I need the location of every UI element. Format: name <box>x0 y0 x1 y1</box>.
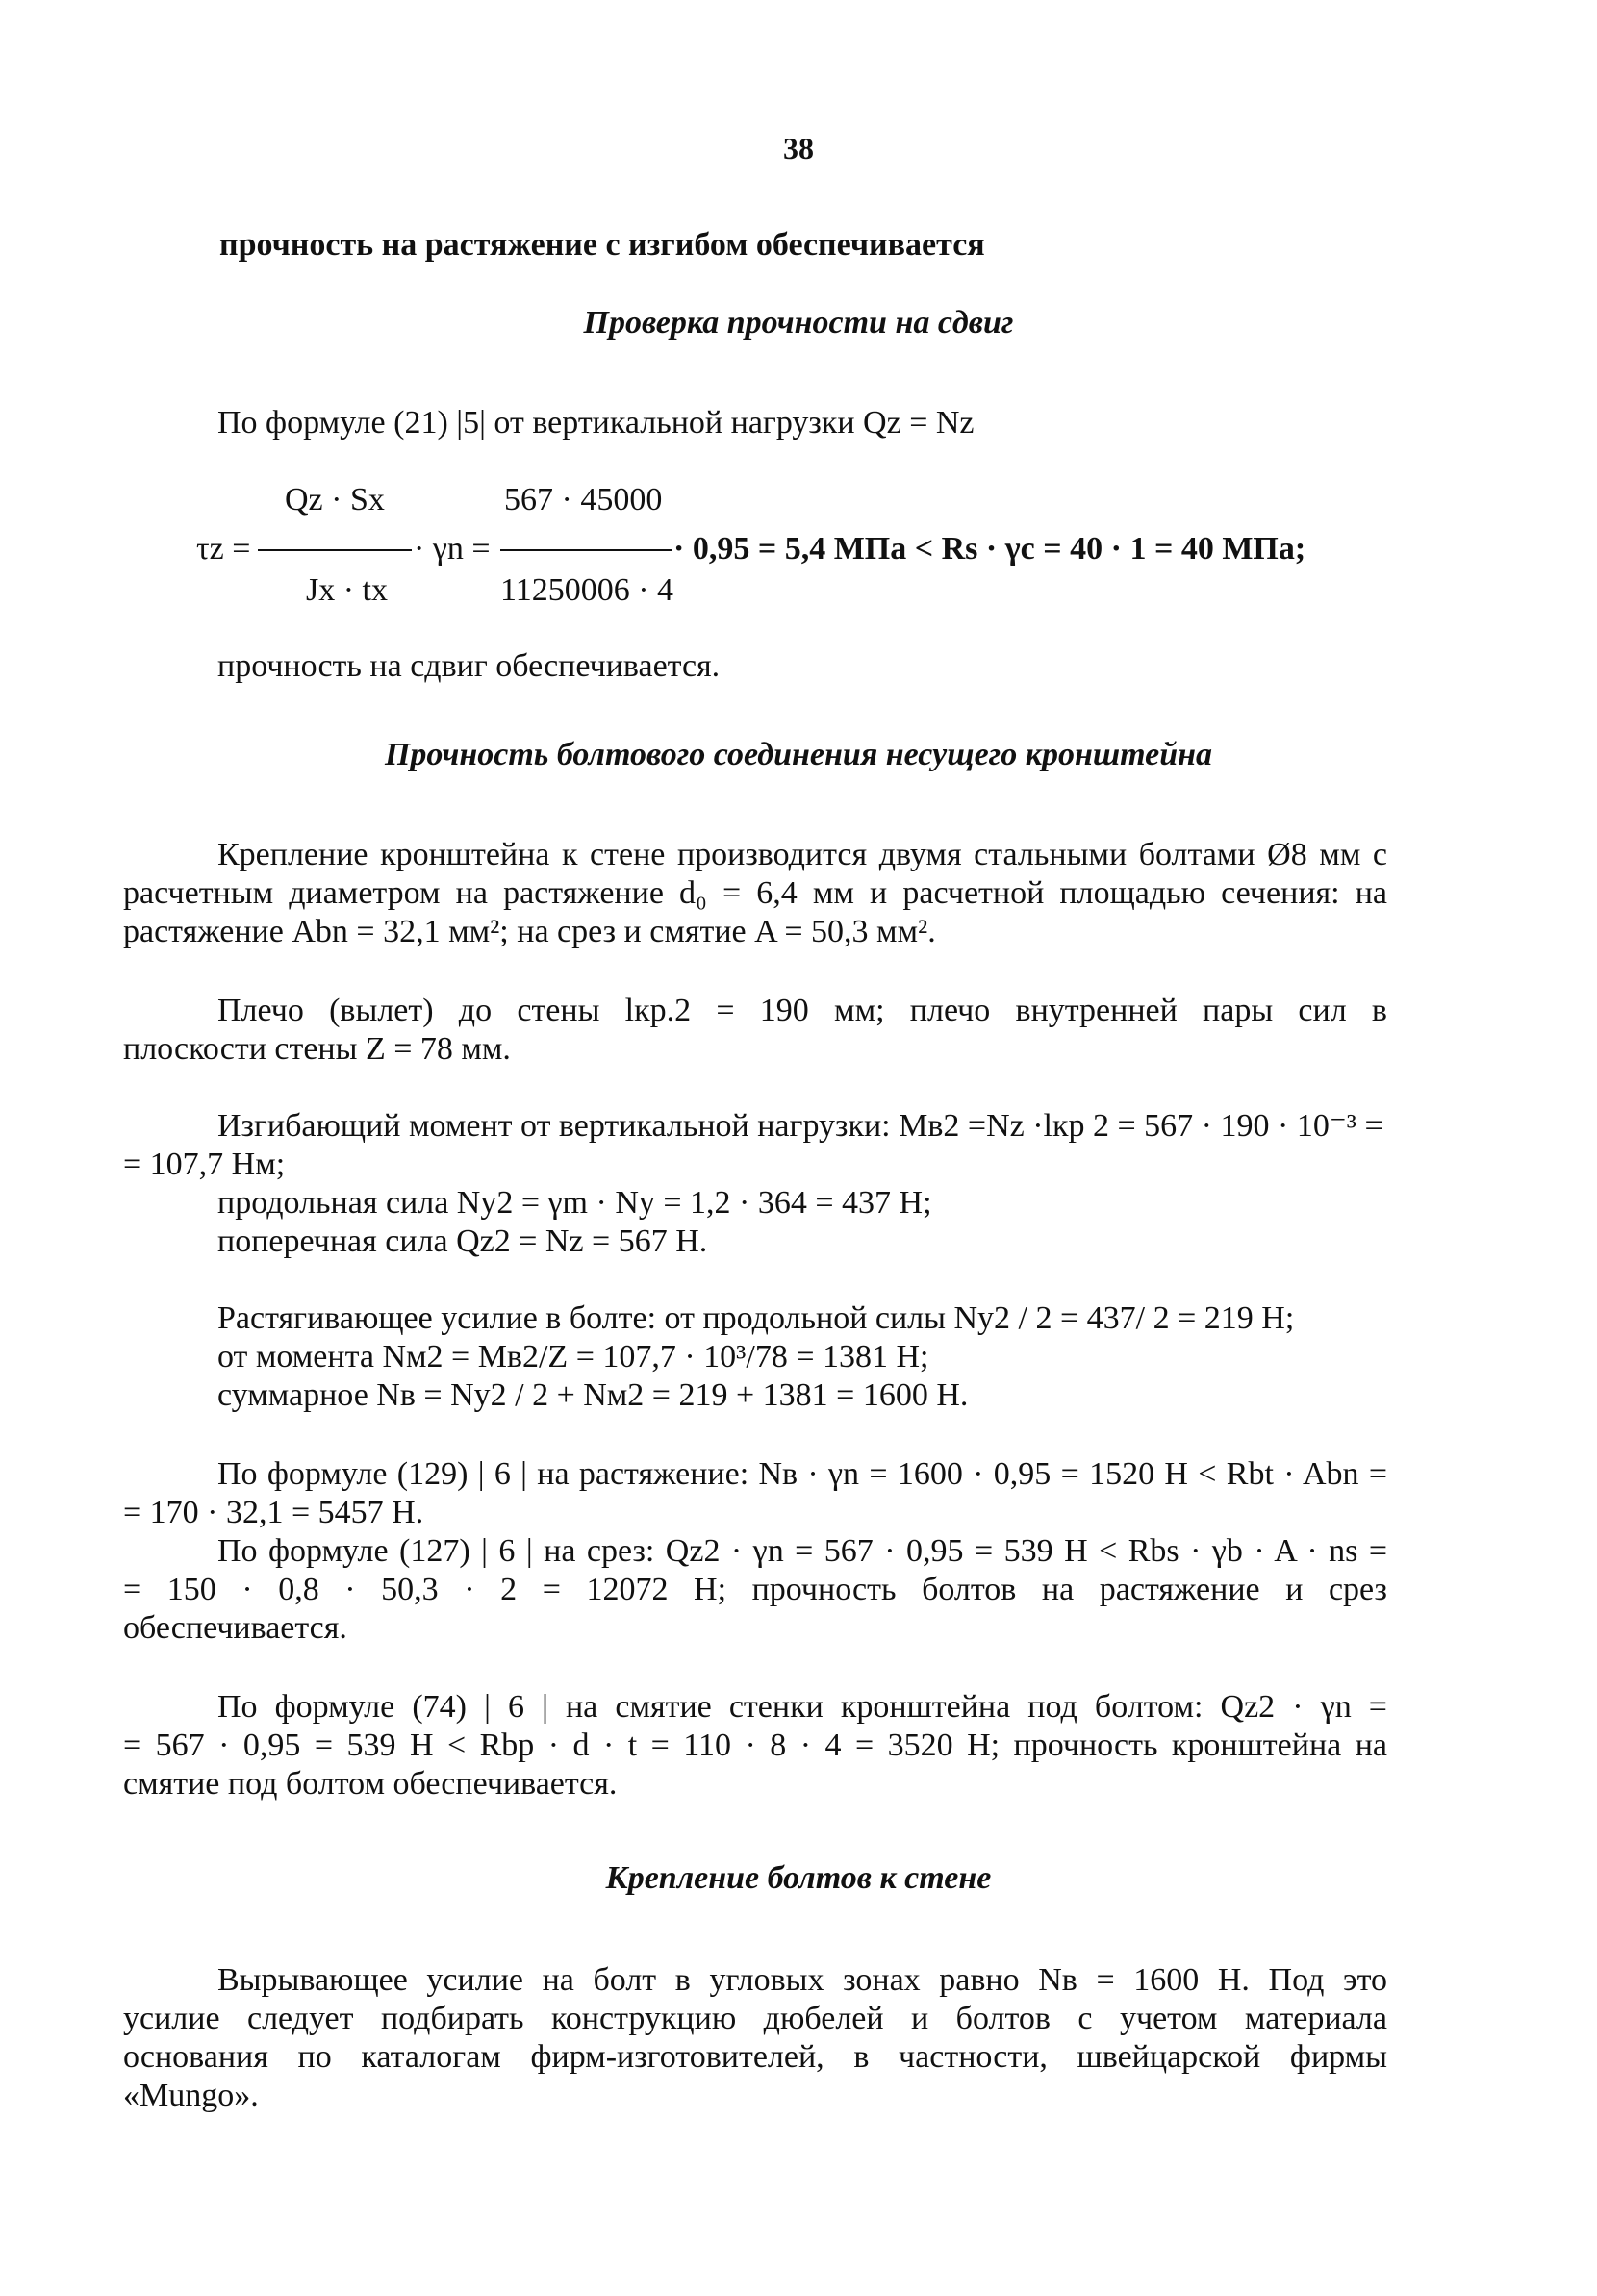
formula-denominator: Jx · tx <box>306 572 388 608</box>
formula-numerator: 567 · 45000 <box>504 482 663 517</box>
text-line: смятие под болтом обеспечивается. <box>123 1766 618 1802</box>
text-line: от момента Nм2 = Mв2/Z = 107,7 · 10³/78 = 1381 Н; <box>217 1339 929 1375</box>
formula-numerator: Qz · Sx <box>285 482 385 517</box>
text-line: продольная сила Ny2 = γm · Ny = 1,2 · 364 = 437 Н; <box>217 1185 932 1221</box>
formula-lhs: τz = <box>196 531 251 567</box>
text-line: суммарное Nв = Ny2 / 2 + Nм2 = 219 + 1381 = 1600 Н. <box>217 1377 969 1413</box>
text-line: «Mungo». <box>123 2078 259 2113</box>
section-heading: Прочность болтового соединения несущего кронштейна <box>384 737 1213 772</box>
section-heading: Проверка прочности на сдвиг <box>583 305 1014 341</box>
text-line: По формуле (127) | 6 | на срез: Qz2 · γn = 567 · 0,95 = 539 Н < Rbs · γb · A · ns = <box>217 1533 1387 1569</box>
text-line: плоскости стены Z = 78 мм. <box>123 1031 511 1067</box>
text-line: растяжение Abn = 32,1 мм²; на срез и смятие A = 50,3 мм². <box>123 914 936 949</box>
text-line: усилие следует подбирать конструкцию дюбелей и болтов с учетом материала <box>123 2001 1387 2036</box>
text-line: = 150 · 0,8 · 50,3 · 2 = 12072 Н; прочность болтов на растяжение и срез <box>123 1572 1387 1607</box>
text-line: Растягивающее усилие в болте: от продольной силы Ny2 / 2 = 437/ 2 = 219 Н; <box>217 1300 1295 1336</box>
text-line: основания по каталогам фирм-изготовителей, в частности, швейцарской фирмы <box>123 2039 1387 2075</box>
text-line: По формуле (21) |5| от вертикальной нагрузки Qz = Nz <box>217 405 975 441</box>
section-heading: Крепление болтов к стене <box>605 1860 992 1896</box>
text-line: = 107,7 Нм; <box>123 1147 286 1182</box>
text-line: По формуле (129) | 6 | на растяжение: Nв · γn = 1600 · 0,95 = 1520 Н < Rbt · Abn = <box>217 1456 1387 1492</box>
fraction-bar <box>258 549 412 551</box>
text-line: По формуле (74) | 6 | на смятие стенки кронштейна под болтом: Qz2 · γn = <box>217 1689 1387 1725</box>
text-line: обеспечивается. <box>123 1610 347 1646</box>
fraction-bar <box>500 549 672 551</box>
page-number: 38 <box>783 131 814 165</box>
text-line: расчетным диаметром на растяжение d₀ = 6,4 мм и расчетной площадью сечения: на <box>123 875 1387 911</box>
text-line: поперечная сила Qz2 = Nz = 567 Н. <box>217 1224 708 1259</box>
text-line: Крепление кронштейна к стене производится двумя стальными болтами Ø8 мм с <box>217 837 1387 872</box>
formula-rhs: · 0,95 = 5,4 МПа < Rs · γc = 40 · 1 = 40 МПа; <box>673 531 1306 567</box>
formula-denominator: 11250006 · 4 <box>500 572 674 608</box>
text-line: = 567 · 0,95 = 539 Н < Rbp · d · t = 110 · 8 · 4 = 3520 Н; прочность кронштейна на <box>123 1728 1387 1763</box>
text-line: Вырывающее усилие на болт в угловых зонах равно Nв = 1600 Н. Под это <box>217 1962 1387 1998</box>
text-line: = 170 · 32,1 = 5457 Н. <box>123 1495 424 1530</box>
text-line: Изгибающий момент от вертикальной нагрузки: Mв2 =Nz ·lкр 2 = 567 · 190 · 10⁻³ = <box>217 1108 1383 1144</box>
text-line: Плечо (вылет) до стены lкр.2 = 190 мм; плечо внутренней пары сил в <box>217 993 1387 1028</box>
text-line: прочность на растяжение с изгибом обеспечивается <box>219 227 985 263</box>
formula-mid: · γn = <box>414 531 491 567</box>
text-line: прочность на сдвиг обеспечивается. <box>217 648 721 684</box>
